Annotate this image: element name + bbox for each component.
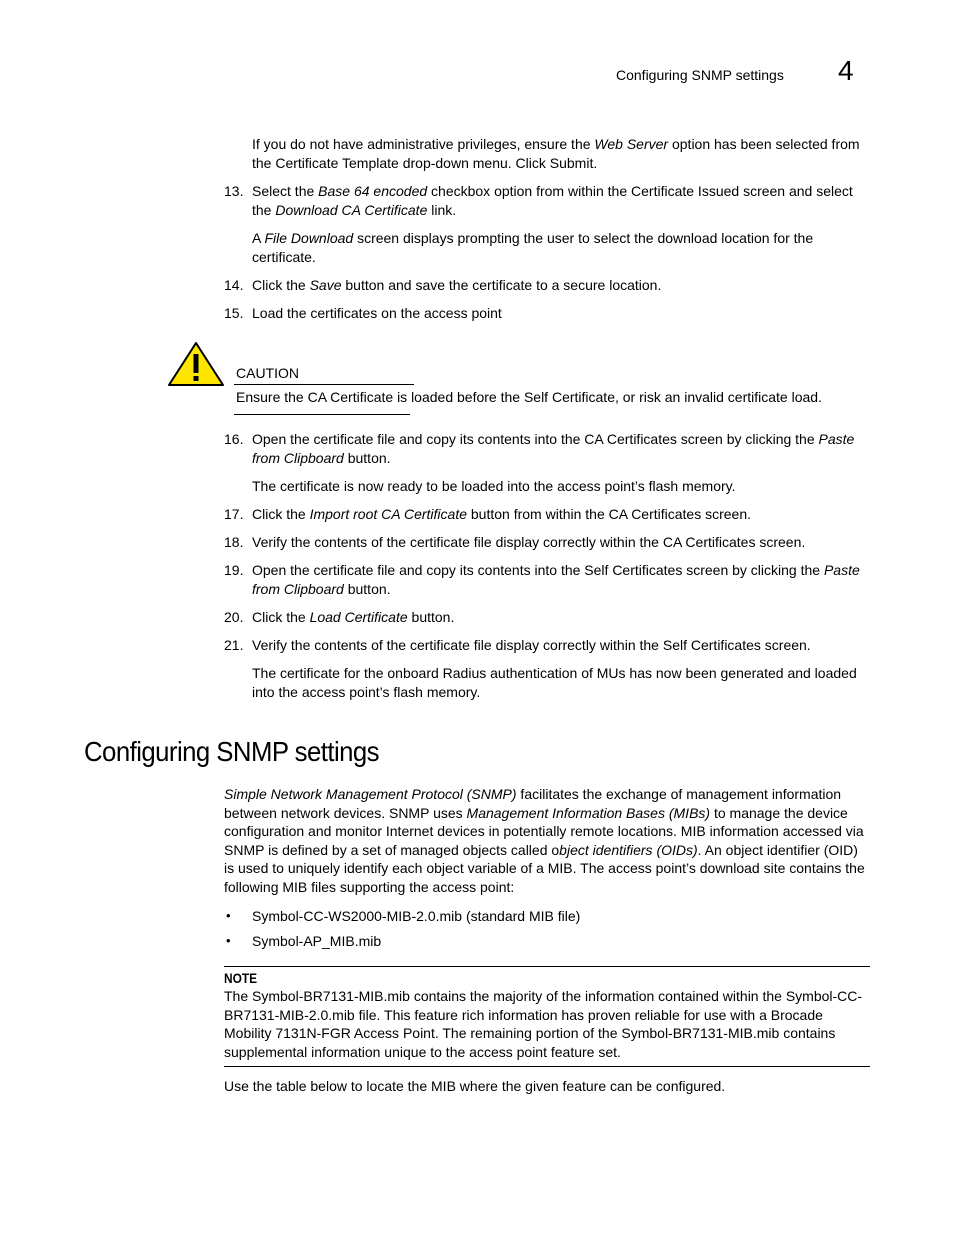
- step-21-detail: The certificate for the onboard Radius authentication of MUs has now been generated and loaded into the access point’s flash memory.: [252, 665, 857, 700]
- chapter-number: 4: [838, 55, 854, 86]
- step-text: Open the certificate file and copy its contents into the CA Certificates screen by clicking the Paste from Clipboard button.: [252, 431, 855, 466]
- caution-divider: [234, 384, 414, 385]
- step-number: 15.: [224, 305, 244, 321]
- step-number: 16.: [224, 431, 244, 447]
- caution-label: CAUTION: [236, 365, 299, 381]
- list-item-text: Symbol-CC-WS2000-MIB-2.0.mib (standard MIB file): [252, 908, 581, 924]
- caution-text: Ensure the CA Certificate is loaded before the Self Certificate, or risk an invalid certificate load.: [236, 389, 822, 405]
- step-text: Click the Save button and save the certificate to a secure location.: [252, 277, 662, 293]
- step-13-detail: A File Download screen displays prompting the user to select the download location for the certificate.: [252, 230, 814, 265]
- closing-paragraph: Use the table below to locate the MIB where the given feature can be configured.: [224, 1078, 726, 1094]
- step-number: 17.: [224, 506, 244, 522]
- step-number: 13.: [224, 183, 244, 199]
- bullet-icon: •: [226, 933, 231, 948]
- bullet-icon: •: [226, 908, 231, 923]
- step-text: Open the certificate file and copy its contents into the Self Certificates screen by clicking the Paste from Clipboard button.: [252, 562, 860, 597]
- step-number: 19.: [224, 562, 244, 578]
- step-number: 20.: [224, 609, 244, 625]
- list-item-text: Symbol-AP_MIB.mib: [252, 933, 382, 949]
- running-header-title: Configuring SNMP settings: [616, 67, 784, 83]
- caution-warning-icon: [167, 341, 225, 387]
- step-text: Load the certificates on the access point: [252, 305, 502, 321]
- note-text: The Symbol-BR7131-MIB.mib contains the majority of the information contained within the Symbol-CC-BR7131-MIB-2.0.mib file. This feature rich information has proven reliable for use with a Brocade Mobility 7131N-FGR Access Point. The remaining portion of the Symbol-BR7131-MIB.mib contains supplemental information unique to the access point feature set.: [224, 988, 863, 1060]
- snmp-intro-paragraph: Simple Network Management Protocol (SNMP) facilitates the exchange of management information between network devices. SNMP uses Management Information Bases (MIBs) to manage the device configuration and monitor Internet devices in potentially remote locations. MIB information accessed via SNMP is defined by a set of managed objects called object identifiers (OIDs). An object identifier (OID) is used to uniquely identify each object variable of a MIB. The access point’s download site contains the following MIB files supporting the access point:: [224, 786, 865, 895]
- step-text: Select the Base 64 encoded checkbox option from within the Certificate Issued screen and select the Download CA Certificate link.: [252, 183, 853, 218]
- step-number: 18.: [224, 534, 244, 550]
- step-text: Click the Import root CA Certificate button from within the CA Certificates screen.: [252, 506, 752, 522]
- step-number: 14.: [224, 277, 244, 293]
- step-text: Verify the contents of the certificate file display correctly within the Self Certificates screen.: [252, 637, 811, 653]
- step-text: Click the Load Certificate button.: [252, 609, 455, 625]
- caution-divider: [234, 414, 410, 415]
- note-divider-bottom: [224, 1066, 870, 1067]
- note-label: NOTE: [224, 970, 258, 986]
- intro-paragraph: If you do not have administrative privileges, ensure the Web Server option has been selected from the Certificate Template drop-down menu. Click Submit.: [252, 136, 860, 171]
- note-divider-top: [224, 966, 870, 967]
- step-number: 21.: [224, 637, 244, 653]
- section-heading: Configuring SNMP settings: [84, 736, 380, 767]
- step-16-detail: The certificate is now ready to be loaded into the access point’s flash memory.: [252, 478, 736, 494]
- step-text: Verify the contents of the certificate file display correctly within the CA Certificates screen.: [252, 534, 806, 550]
